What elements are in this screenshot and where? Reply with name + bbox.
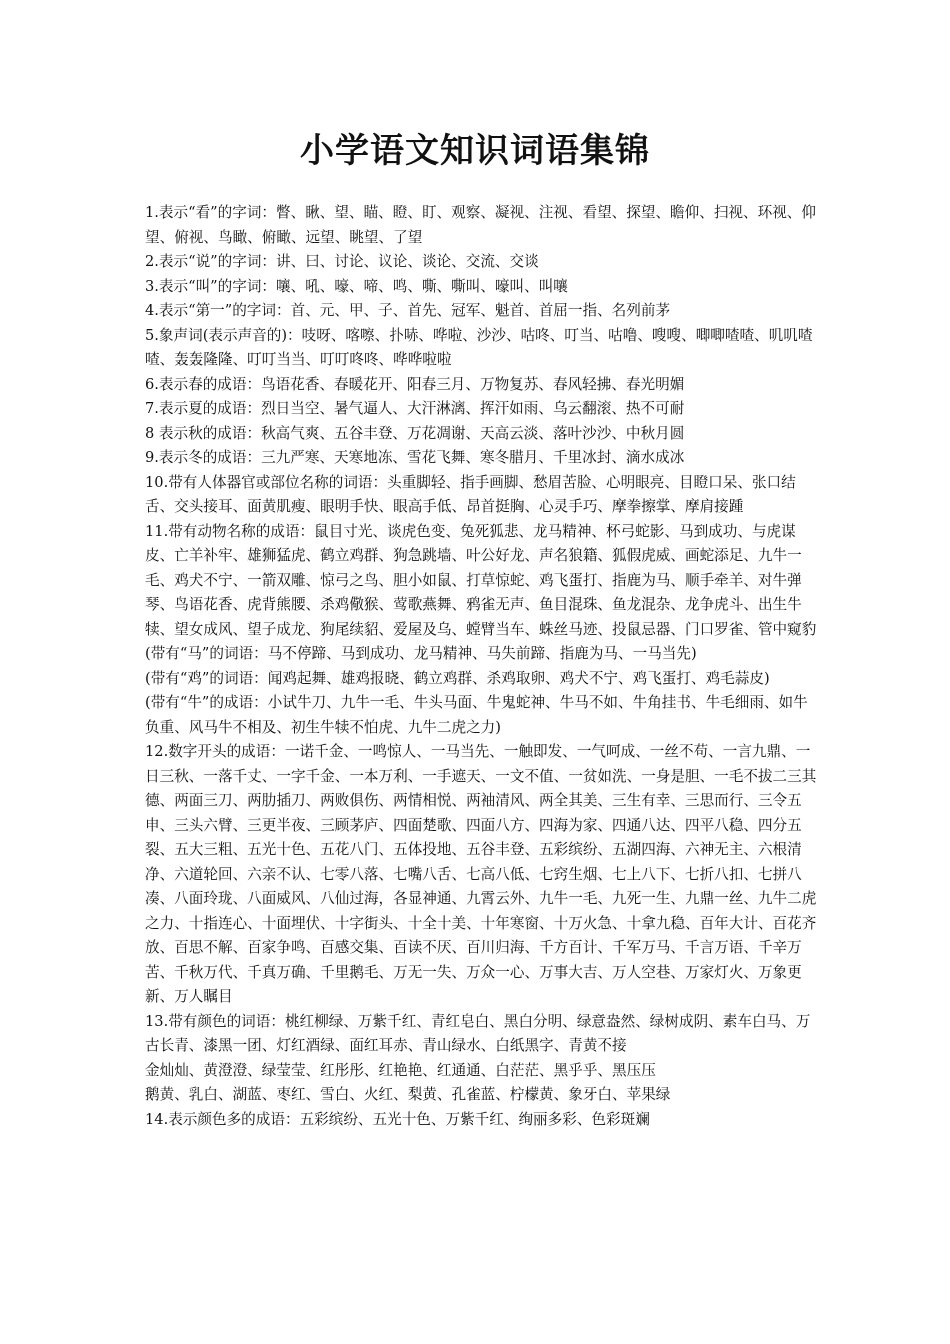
paragraph-summer-idioms: 7.表示夏的成语：烈日当空、暑气逼人、大汗淋漓、挥汗如雨、乌云翻滚、热不可耐 <box>145 400 685 417</box>
paragraph-color-names: 鹅黄、乳白、湖蓝、枣红、雪白、火红、梨黄、孔雀蓝、柠檬黄、象牙白、苹果绿 <box>145 1086 671 1103</box>
paragraph-chicken-words: (带有“鸡”的词语：闻鸡起舞、雄鸡报晓、鹤立鸡群、杀鸡取卵、鸡犬不宁、鸡飞蛋打、鸡毛蒜皮) <box>145 669 770 687</box>
paragraph-color-reduplicated: 金灿灿、黄澄澄、绿莹莹、红彤彤、红艳艳、红通通、白茫茫、黑乎乎、黑压压 <box>145 1061 656 1079</box>
paragraph-many-colors-idioms: 14.表示颜色多的成语：五彩缤纷、五光十色、万紫千红、绚丽多彩、色彩斑斓 <box>145 1110 650 1128</box>
page-title: 小学语文知识词语集锦 <box>300 131 650 171</box>
paragraph-winter-idioms: 9.表示冬的成语：三九严寒、天寒地冻、雪花飞舞、寒冬腊月、千里冰封、滴水成冰 <box>145 449 685 466</box>
paragraph-onomatopoeia: 5.象声词(表示声音的)：吱呀、喀嚓、扑哧、哗啦、沙沙、咕咚、叮当、咕噜、嗖嗖、唧唧喳喳、叽叽喳喳、轰轰隆隆、叮叮当当、叮叮咚咚、哗哗啦啦 <box>145 326 813 368</box>
paragraph-body-part-idioms: 10.带有人体器官或部位名称的词语：头重脚轻、指手画脚、愁眉苦脸、心明眼亮、目瞪口呆、张口结舌、交头接耳、面黄肌瘦、眼明手快、眼高手低、昂首挺胸、心灵手巧、摩拳擦掌、摩肩接踵 <box>145 473 796 515</box>
paragraph-look-words: 1.表示“看”的字词：瞥、瞅、望、瞄、瞪、盯、观察、凝视、注视、看望、探望、瞻仰、扫视、环视、仰望、俯视、鸟瞰、俯瞰、远望、眺望、了望 <box>145 204 816 246</box>
document-body <box>145 201 817 1132</box>
paragraph-say-words: 2.表示“说”的字词：讲、曰、讨论、议论、谈论、交流、交谈 <box>145 253 539 270</box>
paragraph-spring-idioms: 6.表示春的成语：鸟语花香、春暖花开、阳春三月、万物复苏、春风轻拂、春光明媚 <box>145 375 685 393</box>
paragraph-autumn-idioms: 8 表示秋的成语：秋高气爽、五谷丰登、万花凋谢、天高云淡、落叶沙沙、中秋月圆 <box>145 424 685 442</box>
paragraph-color-words: 13.带有颜色的词语：桃红柳绿、万紫千红、青红皂白、黑白分明、绿意盎然、绿树成阴、素车白马、万古长青、漆黑一团、灯红酒绿、面红耳赤、青山绿水、白纸黑字、青黄不接 <box>145 1012 811 1054</box>
paragraph-first-words: 4.表示“第一”的字词：首、元、甲、子、首先、冠军、魁首、首屈一指、名列前茅 <box>145 302 671 319</box>
paragraph-call-words: 3.表示“叫”的字词：嚷、吼、嚎、啼、鸣、嘶、嘶叫、嚎叫、叫嚷 <box>145 277 568 295</box>
paragraph-animal-idioms: 11.带有动物名称的成语：鼠目寸光、谈虎色变、兔死狐悲、龙马精神、杯弓蛇影、马到成功、与虎谋皮、亡羊补牢、雄狮猛虎、鹤立鸡群、狗急跳墙、叶公好龙、声名狼籍、狐假虎威、画蛇添足、九牛一毛、鸡犬不宁、一箭双雕、惊弓之鸟、胆小如鼠、打草惊蛇、鸡飞蛋打、指鹿为马、顺手牵羊、对牛弹琴、鸟语花香、虎背熊腰、杀鸡儆猴、莺歌燕舞、鸦雀无声、鱼目混珠、鱼龙混杂、龙争虎斗、出生牛犊、望女成风、望子成龙、狗尾续貂、爱屋及乌、螳臂当车、蛛丝马迹、投鼠忌器、门口罗雀、管中窥豹 <box>145 522 817 638</box>
paragraph-cow-idioms: (带有“牛”的成语：小试牛刀、九牛一毛、牛头马面、牛鬼蛇神、牛马不如、牛角挂书、牛毛细雨、如牛负重、风马牛不相及、初生牛犊不怕虎、九牛二虎之力) <box>145 694 808 736</box>
paragraph-horse-words: (带有“马”的词语：马不停蹄、马到成功、龙马精神、马失前蹄、指鹿为马、一马当先) <box>145 645 697 662</box>
paragraph-number-idioms: 12.数字开头的成语：一诺千金、一鸣惊人、一马当先、一触即发、一气呵成、一丝不苟、一言九鼎、一日三秋、一落千丈、一字千金、一本万利、一手遮天、一文不值、一贫如洗、一身是胆、一毛不拔二三其德、两面三刀、两肋插刀、两败俱伤、两情相悦、两袖清风、两全其美、三生有幸、三思而行、三令五申、三头六臂、三更半夜、三顾茅庐、四面楚歌、四面八方、四海为家、四通八达、四平八稳、四分五裂、五大三粗、五光十色、五花八门、五体投地、五谷丰登、五彩缤纷、五湖四海、六神无主、六根清净、六道轮回、六亲不认、七零八落、七嘴八舌、七高八低、七窍生烟、七上八下、七折八扣、七拼八凑、八面玲珑、八面威风、八仙过海，各显神通、九霄云外、九牛一毛、九死一生、九鼎一丝、九牛二虎之力、十指连心、十面埋伏、十字街头、十全十美、十年寒窗、十万火急、十拿九稳、百年大计、百花齐放、百思不解、百家争鸣、百感交集、百读不厌、百川归海、千方百计、千军万马、千言万语、千辛万苦、千秋万代、千真万确、千里鹅毛、万无一失、万众一心、万事大吉、万人空巷、万家灯火、万象更新、万人瞩目 <box>145 743 817 1005</box>
